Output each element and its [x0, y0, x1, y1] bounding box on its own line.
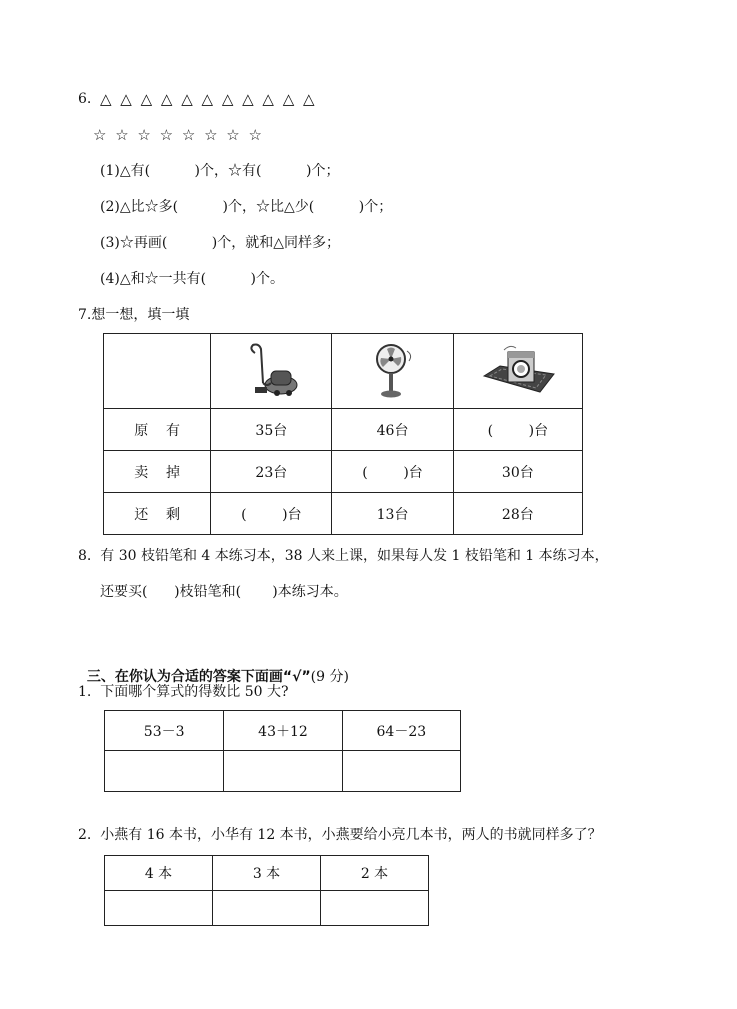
q7-cell: 28台 [453, 493, 582, 535]
s3-q2-option: 3 本 [213, 856, 321, 891]
s3-q2-answer-cell[interactable] [213, 891, 321, 926]
q7-cell: 13台 [332, 493, 453, 535]
q7-cell: 30台 [453, 451, 582, 493]
q6-item-3: (3)☆再画( )个，就和△同样多； [100, 235, 341, 251]
q7-cell: ( )台 [453, 409, 582, 451]
s3-q1-question: 1. 下面哪个算式的得数比 50 大? [78, 684, 289, 700]
vacuum-cleaner-icon [241, 343, 301, 399]
section-3-title: 三、在你认为合适的答案下面画“√” [86, 669, 311, 685]
q7-header-vacuum [211, 334, 332, 409]
washing-machine-icon [480, 344, 556, 398]
s3-q2-option: 4 本 [105, 856, 213, 891]
q7-table [103, 333, 583, 535]
q7-cell: 23台 [211, 451, 332, 493]
q7-cell: 46台 [332, 409, 453, 451]
s3-q1-option: 53－3 [105, 711, 224, 751]
q7-header-washer [453, 334, 582, 409]
q7-row-label: 原 有 [104, 409, 211, 451]
electric-fan-icon [365, 341, 421, 401]
q7-row-sold [104, 451, 583, 493]
s3-q2-answer-cell[interactable] [105, 891, 213, 926]
s3-q2-question: 2. 小燕有 16 本书，小华有 12 本书，小燕要给小亮几本书，两人的书就同样多了？ [78, 827, 602, 843]
q7-row-label: 还 剩 [104, 493, 211, 535]
q7-cell: ( )台 [211, 493, 332, 535]
q6-triangles: △ △ △ △ △ △ △ △ △ △ △ [100, 90, 317, 108]
q7-row-original [104, 409, 583, 451]
q7-cell: 35台 [211, 409, 332, 451]
q6-number: 6. [78, 91, 92, 107]
q7-header-fan [332, 334, 453, 409]
q6-item-4: (4)△和☆一共有( )个。 [100, 271, 285, 287]
q6-item-2: (2)△比☆多( )个，☆比△少( )个； [100, 199, 393, 215]
s3-q1-option: 43＋12 [224, 711, 342, 751]
section-3-score: (9 分) [310, 669, 349, 685]
q7-title: 7.想一想，填一填 [78, 307, 190, 323]
q8-line-2: 还要买( )枝铅笔和( )本练习本。 [100, 584, 348, 600]
s3-q1-answer-cell[interactable] [224, 751, 342, 792]
q7-row-label: 卖 掉 [104, 451, 211, 493]
s3-q1-table [104, 710, 461, 792]
q6-stars: ☆ ☆ ☆ ☆ ☆ ☆ ☆ ☆ [93, 126, 264, 144]
s3-q1-option: 64－23 [342, 711, 460, 751]
s3-q2-answer-cell[interactable] [321, 891, 429, 926]
s3-q1-answer-cell[interactable] [342, 751, 460, 792]
q6-item-1: (1)△有( )个，☆有( )个； [100, 163, 340, 179]
s3-q1-answer-cell[interactable] [105, 751, 224, 792]
s3-q2-table [104, 855, 429, 926]
q8-line-1: 8. 有 30 枝铅笔和 4 本练习本，38 人来上课，如果每人发 1 枝铅笔和 1 本练习本， [78, 548, 609, 564]
section-3-heading [78, 650, 349, 686]
q7-row-remaining [104, 493, 583, 535]
s3-q2-option: 2 本 [321, 856, 429, 891]
q7-cell: ( )台 [332, 451, 453, 493]
q7-header-empty [104, 334, 211, 409]
